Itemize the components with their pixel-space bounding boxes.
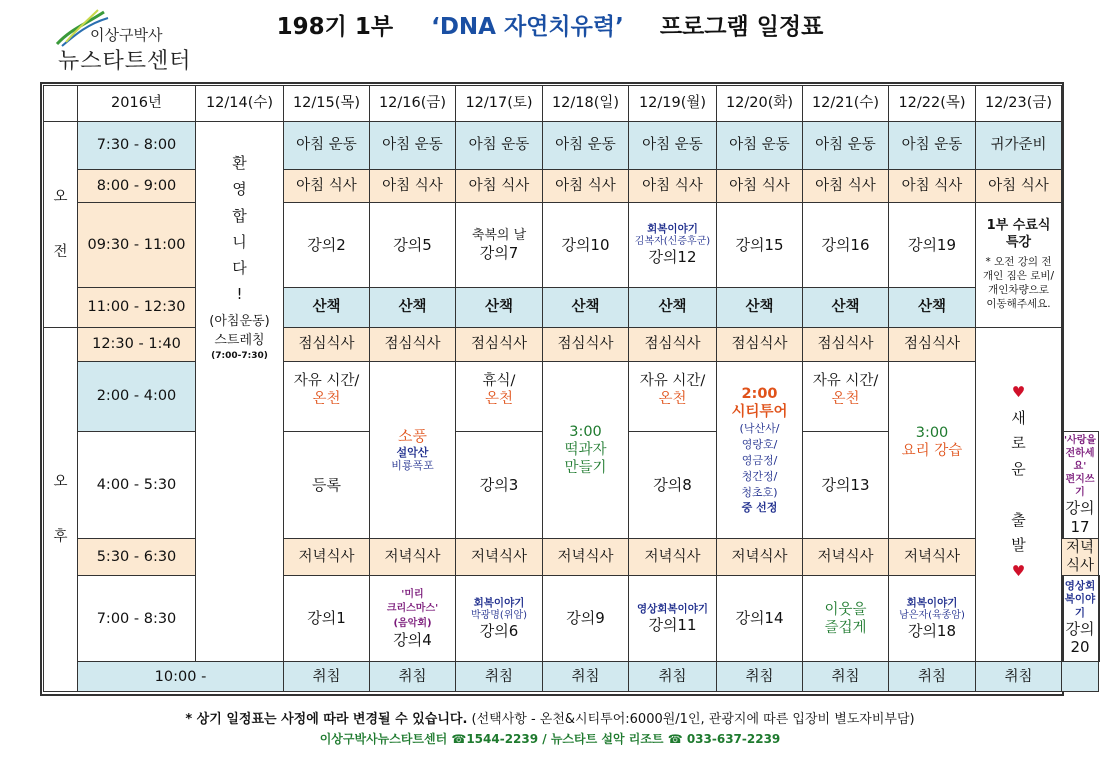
header-row — [44, 86, 1100, 122]
time-cell: 12:30 - 1:40 — [78, 328, 196, 362]
cell: 강의19 — [889, 203, 976, 288]
title-part3: 프로그램 일정표 — [659, 14, 824, 40]
cell: 강의1 — [284, 576, 370, 662]
footer-note: * 상기 일정표는 사정에 따라 변경될 수 있습니다. (선택사항 - 온천&시티투어:6000원/1인, 관광지에 따른 입장비 별도자비부담) — [185, 712, 915, 727]
cell: 취침 — [889, 662, 976, 692]
cell: 산책 — [543, 288, 629, 328]
cell: 아침 운동 — [803, 122, 889, 170]
cell: 강의8 — [629, 432, 717, 539]
cell: 취침 — [284, 662, 370, 692]
city-tour-cell: 2:00 시티투어 (낙산사/ 영랑호/ 영금정/ 청간정/ 청초호) 중 선정 — [717, 362, 803, 539]
cell: 강의15 — [717, 203, 803, 288]
cell: 아침 운동 — [370, 122, 456, 170]
cell: 점심식사 — [456, 328, 543, 362]
cell: 산책 — [629, 288, 717, 328]
cell: 강의3 — [456, 432, 543, 539]
logo-line1: 이상구박사 — [90, 26, 163, 44]
cell: 축복의 날 강의7 — [456, 203, 543, 288]
page-title — [0, 8, 1100, 41]
cell: 점심식사 — [717, 328, 803, 362]
cell: 자유 시간/ 온천 — [803, 362, 889, 432]
cell: 영상회복이야기 강의11 — [629, 576, 717, 662]
cell: 회복이야기 남은자(육종암) 강의18 — [889, 576, 976, 662]
cell: 점심식사 — [629, 328, 717, 362]
cell: 저녁식사 — [1062, 539, 1099, 576]
cell: 아침 식사 — [976, 170, 1062, 203]
cell: 점심식사 — [803, 328, 889, 362]
cell: 회복이야기 김복자(신증후군) 강의12 — [629, 203, 717, 288]
cell: 강의16 — [803, 203, 889, 288]
cell: 취침 — [717, 662, 803, 692]
date-1221: 12/21(수) — [803, 86, 889, 122]
date-1214: 12/14(수) — [196, 86, 284, 122]
cell: 산책 — [284, 288, 370, 328]
cell: 저녁식사 — [889, 539, 976, 576]
time-cell: 09:30 - 11:00 — [78, 203, 196, 288]
cell: 아침 식사 — [370, 170, 456, 203]
cell: 강의5 — [370, 203, 456, 288]
row-2200 — [44, 662, 1100, 692]
date-1216: 12/16(금) — [370, 86, 456, 122]
cell: 강의14 — [717, 576, 803, 662]
cell: 취침 — [629, 662, 717, 692]
period-am: 오 전 — [44, 122, 78, 328]
cell: 저녁식사 — [629, 539, 717, 576]
cell: 강의9 — [543, 576, 629, 662]
cook-cell: 3:00 요리 강습 — [889, 362, 976, 539]
cell: 산책 — [889, 288, 976, 328]
cell: 아침 식사 — [456, 170, 543, 203]
time-cell: 11:00 - 12:30 — [78, 288, 196, 328]
cell: 아침 식사 — [543, 170, 629, 203]
cell: 아침 식사 — [629, 170, 717, 203]
cell: 저녁식사 — [717, 539, 803, 576]
cell: 아침 운동 — [543, 122, 629, 170]
cell: 취침 — [803, 662, 889, 692]
logo-line2: 뉴스타트센터 — [58, 49, 192, 74]
cell: 강의13 — [803, 432, 889, 539]
cell: 산책 — [803, 288, 889, 328]
cell: 등록 — [284, 432, 370, 539]
cell: '미리 크리스마스' (음악회) 강의4 — [370, 576, 456, 662]
cell: 저녁식사 — [543, 539, 629, 576]
farewell-cell: ♥ 새 로 운 출 발 ♥ — [976, 328, 1062, 662]
cell: '사랑을 전하세요' 편지쓰기 강의17 — [1062, 432, 1099, 539]
picnic-cell: 소풍 설악산 비룡폭포 — [370, 362, 456, 539]
cell: 산책 — [717, 288, 803, 328]
time-cell: 7:00 - 8:30 — [78, 576, 196, 662]
cell: 저녁식사 — [456, 539, 543, 576]
tteok-cell: 3:00 떡과자 만들기 — [543, 362, 629, 539]
cell: 영상회복이야기 강의20 — [1062, 576, 1099, 662]
cell: 아침 식사 — [284, 170, 370, 203]
cell: 아침 식사 — [889, 170, 976, 203]
cell: 아침 운동 — [629, 122, 717, 170]
time-cell: 10:00 - — [78, 662, 284, 692]
cell: 아침 식사 — [717, 170, 803, 203]
title-part2: ‘DNA 자연치유력’ — [431, 14, 624, 40]
year-cell: 2016년 — [78, 86, 196, 122]
cell: 취침 — [976, 662, 1062, 692]
cell: 취침 — [370, 662, 456, 692]
cell: 자유 시간/ 온천 — [629, 362, 717, 432]
title-part1: 198기 1부 — [276, 14, 394, 40]
cell: 휴식/ 온천 — [456, 362, 543, 432]
time-cell: 2:00 - 4:00 — [78, 362, 196, 432]
cell: 아침 운동 — [889, 122, 976, 170]
cell: 점심식사 — [370, 328, 456, 362]
cell: 저녁식사 — [803, 539, 889, 576]
row-0730 — [44, 122, 1100, 170]
corner-cell — [44, 86, 78, 122]
time-cell: 4:00 - 5:30 — [78, 432, 196, 539]
cell: 산책 — [456, 288, 543, 328]
cell — [1062, 662, 1099, 692]
date-1223: 12/23(금) — [976, 86, 1062, 122]
cell: 취침 — [543, 662, 629, 692]
date-1218: 12/18(일) — [543, 86, 629, 122]
cell: 점심식사 — [543, 328, 629, 362]
date-1215: 12/15(목) — [284, 86, 370, 122]
cell: 자유 시간/ 온천 — [284, 362, 370, 432]
time-cell: 8:00 - 9:00 — [78, 170, 196, 203]
date-1222: 12/22(목) — [889, 86, 976, 122]
cell: 강의2 — [284, 203, 370, 288]
date-1220: 12/20(화) — [717, 86, 803, 122]
date-1219: 12/19(월) — [629, 86, 717, 122]
cell: 취침 — [456, 662, 543, 692]
time-cell: 5:30 - 6:30 — [78, 539, 196, 576]
graduation-cell: 1부 수료식 특강 * 오전 강의 전 개인 짐은 로비/ 개인차량으로 이동해주세요. — [976, 203, 1062, 328]
cell: 회복이야기 박광명(위암) 강의6 — [456, 576, 543, 662]
cell: 점심식사 — [889, 328, 976, 362]
cell: 아침 운동 — [284, 122, 370, 170]
cell: 아침 운동 — [717, 122, 803, 170]
period-pm: 오 후 — [44, 328, 78, 692]
schedule-table — [43, 85, 1100, 692]
time-cell: 7:30 - 8:00 — [78, 122, 196, 170]
cell: 산책 — [370, 288, 456, 328]
cell: 점심식사 — [284, 328, 370, 362]
date-1217: 12/17(토) — [456, 86, 543, 122]
cell: 강의10 — [543, 203, 629, 288]
welcome-cell: 환 영 합 니 다 ! (아침운동) 스트레칭 (7:00-7:30) — [196, 122, 284, 662]
footer-contact: 이상구박사뉴스타트센터 ☎1544-2239 / 뉴스타트 설악 리조트 ☎ 033-637-2239 — [319, 732, 781, 746]
cell: 저녁식사 — [284, 539, 370, 576]
cell: 아침 식사 — [803, 170, 889, 203]
cell: 귀가준비 — [976, 122, 1062, 170]
cell: 이웃을 즐겁게 — [803, 576, 889, 662]
cell — [1099, 576, 1100, 662]
cell: 저녁식사 — [370, 539, 456, 576]
cell: 아침 운동 — [456, 122, 543, 170]
